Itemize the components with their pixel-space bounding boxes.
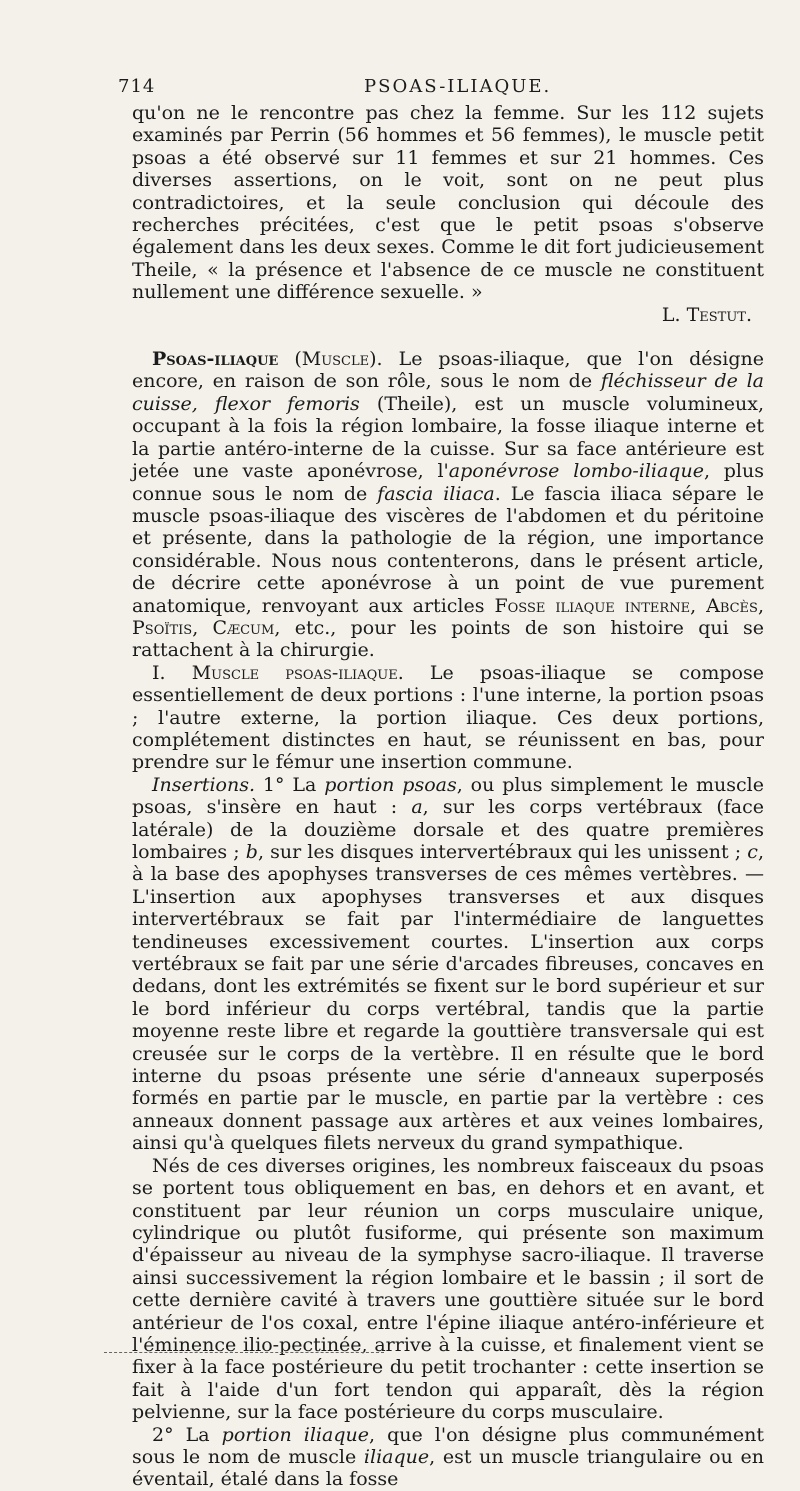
article-paragraph-2: I. Muscle psoas-iliaque. Le psoas-iliaque se compose essentiellement de deux portions : l'une interne, la portion psoas ; l'autre externe, la portion iliaque. Ces deux portions, complétement distinctes en haut, se réunissent en bas, pour prendre sur le fémur une insertion commune. <box>132 661 764 774</box>
body-text <box>132 102 764 1491</box>
intro-paragraph: qu'on ne le rencontre pas chez la femme. Sur les 112 sujets examinés par Perrin (56 hommes et 56 femmes), le muscle petit psoas a été observé sur 11 femmes et sur 21 hommes. Ces diverses assertions, on le voit, sont on ne peut plus contradictoires, et la seule conclusion qui découle des recherches précitées, c'est que le petit psoas s'observe également dans les deux sexes. Comme le dit fort judicieusement Theile, « la présence et l'absence de ce muscle ne constituent nullement une différence sexuelle. » <box>132 102 764 304</box>
page-header <box>118 74 764 102</box>
article-headword-sub: (Muscle). <box>278 348 383 371</box>
article-paragraph-3: Insertions. 1° La portion psoas, ou plus simplement le muscle psoas, s'insère en haut : a, sur les corps vertébraux (face latérale) de la douzième dorsale et des quatre premières lombaires ; b, sur les disques intervertébraux qui les unissent ; c, à la base des apophyses transverses de ces mêmes vertèbres. — L'insertion aux apophyses transverses et aux disques intervertébraux se fait par l'intermédiaire de languettes tendineuses excessivement courtes. L'insertion aux corps vertébraux se fait par une série d'arcades fibreuses, concaves en dedans, dont les extrémités se fixent sur le bord supérieur et sur le bord inférieur du corps vertébral, tandis que la partie moyenne reste libre et regarde la gouttière transversale qui est creusée sur le corps de la vertèbre. Il en résulte que le bord interne du psoas présente une série d'anneaux superposés formés en partie par le muscle, en partie par la vertèbre : ces anneaux donnent passage aux artères et aux veines lombaires, ainsi qu'à quelques filets nerveux du grand sympathique. <box>132 773 764 1155</box>
cross-references: Fosse iliaque interne, Abcès, Psoïtis, Cæcum, <box>132 594 764 639</box>
article-paragraph-1: Psoas-iliaque (Muscle). Le psoas-iliaque, que l'on désigne encore, en raison de son rôle, sous le nom de fléchisseur de la cuisse, flexor femoris (Theile), est un muscle volumineux, occupant à la fois la région lombaire, la fosse iliaque interne et la partie antéro-interne de la cuisse. Sur sa face antérieure est jetée une vaste aponévrose, l'aponévrose lombo-iliaque, plus connue sous le nom de fascia iliaca. Le fascia iliaca sépare le muscle psoas-iliaque des viscères de l'abdomen et du péritoine et présente, dans la pathologie de la région, une importance considérable. Nous nous contenterons, dans le présent article, de décrire cette aponévrose à un point de vue purement anatomique, renvoyant aux articles Fosse iliaque interne, Abcès, Psoïtis, Cæcum, etc., pour les points de son histoire qui se rattachent à la chirurgie. <box>132 348 765 662</box>
section-title: Muscle psoas-iliaque. <box>191 661 404 684</box>
section-number: I. <box>152 661 192 684</box>
subsection-title: Insertions. <box>152 773 255 796</box>
article-paragraph-5: 2° La portion iliaque, que l'on désigne plus communément sous le nom de muscle iliaque, est un muscle triangulaire ou en éventail, étalé dans la fosse <box>132 1423 764 1491</box>
footer-rule <box>104 1352 384 1353</box>
running-head: PSOAS-ILIAQUE. <box>364 76 552 97</box>
author-signature: L. Testut. <box>661 303 752 326</box>
article-paragraph-4: Nés de ces diverses origines, les nombreux faisceaux du psoas se portent tous obliquement en bas, en dehors et en avant, et constituent par leur réunion un corps musculaire unique, cylindrique ou plutôt fusiforme, qui présente son maximum d'épaisseur au niveau de la symphyse sacro-iliaque. Il traverse ainsi successivement la région lombaire et le bassin ; il sort de cette dernière cavité à travers une gouttière située sur le bord antérieur de l'os coxal, entre l'épine iliaque antéro-inférieure et l'éminence ilio-pectinée, arrive à la cuisse, et finalement vient se fixer à la face postérieure du petit trochanter : cette insertion se fait à l'aide d'un fort tendon qui apparaît, dès la région pelvienne, sur la face postérieure du corps musculaire. <box>132 1154 764 1424</box>
page-number: 714 <box>118 76 156 97</box>
article-headword: Psoas-iliaque <box>152 348 279 371</box>
